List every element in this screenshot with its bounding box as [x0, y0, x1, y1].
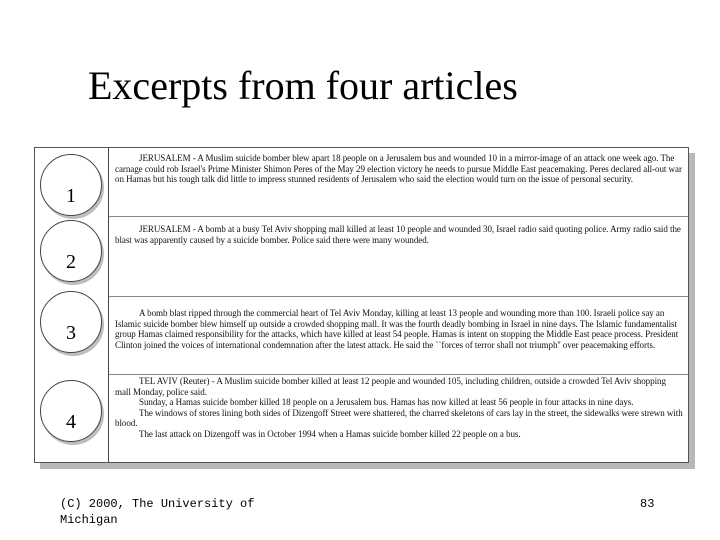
article-number: 3	[66, 322, 76, 344]
article-paragraph: A bomb blast ripped through the commercial heart of Tel Aviv Monday, killing at least 13 people and wounding more than 100. Israeli police say an Islamic suicide bomber blew himself up outside a crowded shopping mall. It was the fourth deadly bombing in Israel in nine days. The Islamic fundamentalist group Hamas claimed responsibility for the attacks, which have killed at least 54 people. Hamas is intent on stopping the Middle East peace process. President Clinton joined the voices of international condemnation after the latest attack. He said the ``forces of terror shall not triumph'' over peacemaking efforts.	[115, 308, 679, 350]
article-number-badge-3	[40, 291, 102, 353]
article-paragraph: JERUSALEM - A bomb at a busy Tel Aviv shopping mall killed at least 10 people and wounded 30, Israel radio said quoting police. Army radio said the blast was apparently caused by a suicide bomber. Police said there were many wounded.	[115, 224, 681, 245]
article-3	[115, 308, 683, 350]
article-1	[115, 153, 683, 185]
slide-title: Excerpts from four articles	[88, 63, 518, 108]
article-4	[115, 376, 683, 440]
article-paragraph: The last attack on Dizengoff was in October 1994 when a Hamas suicide bomber killed 22 people on a bus.	[139, 428, 521, 439]
page-number: 83	[640, 497, 655, 511]
article-2	[115, 224, 683, 245]
article-number: 2	[66, 251, 76, 273]
article-paragraph: Sunday, a Hamas suicide bomber killed 18 people on a Jerusalem bus. Hamas has now killed at least 56 people in four attacks in nine days.	[139, 397, 634, 408]
article-number-badge-1	[40, 154, 102, 216]
article-number-badge-4	[40, 380, 102, 442]
article-number: 1	[66, 185, 76, 207]
article-number: 4	[66, 411, 76, 433]
articles-frame	[34, 147, 689, 463]
row-divider	[109, 296, 688, 297]
row-divider	[109, 374, 688, 375]
footer-copyright: (C) 2000, The University of Michigan	[60, 497, 255, 527]
row-divider	[109, 216, 688, 217]
article-number-badge-2	[40, 220, 102, 282]
article-paragraph: TEL AVIV (Reuter) - A Muslim suicide bomber killed at least 12 people and wounded 105, including children, outside a crowded Tel Aviv shopping mall Monday, police said.	[115, 376, 666, 397]
article-paragraph: The windows of stores lining both sides of Dizengoff Street were shattered, the charred skeletons of cars lay in the street, the sidewalks were strewn with blood.	[115, 407, 683, 429]
article-paragraph: JERUSALEM - A Muslim suicide bomber blew apart 18 people on a Jerusalem bus and wounded 10 in a mirror-image of an attack one week ago. The carnage could rob Israel's Prime Minister Shimon Peres of the May 29 election victory he needs to pursue Middle East peacemaking. Peres declared all-out war on Hamas but his tough talk did little to impress stunned residents of Jerusalem who said the election would turn on the issue of personal security.	[115, 153, 682, 185]
number-column	[35, 148, 109, 462]
